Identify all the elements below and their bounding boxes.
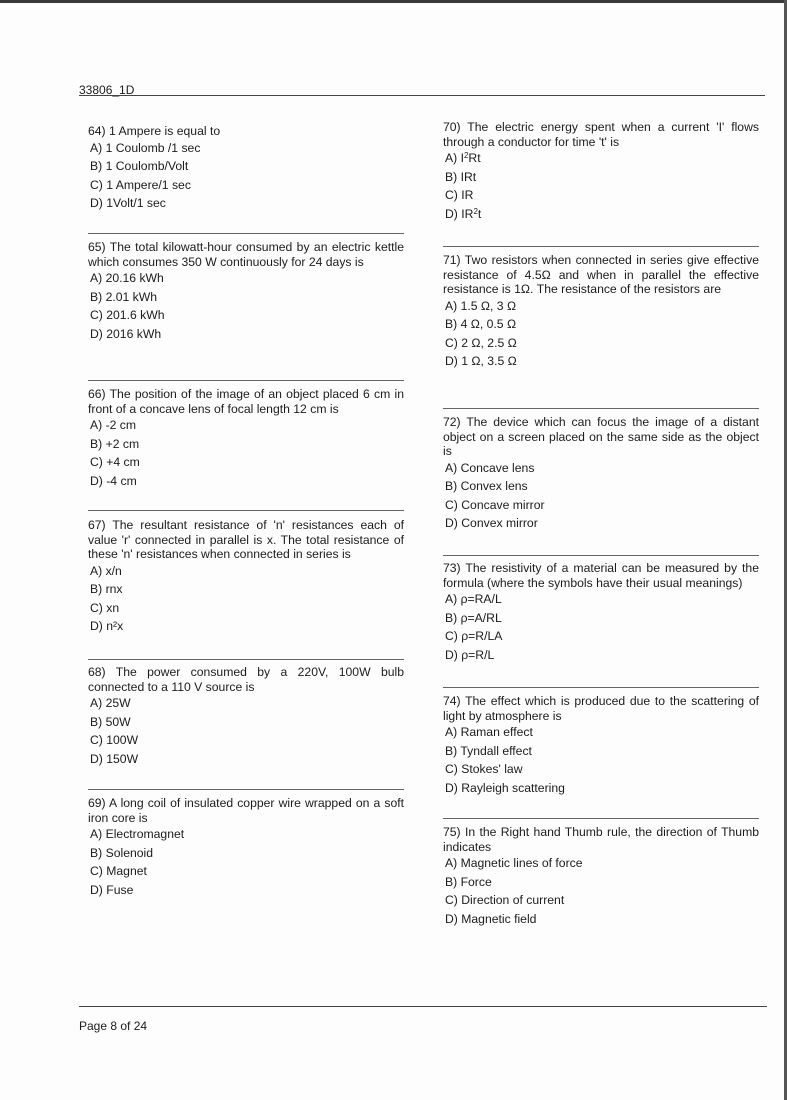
option-b: B) ρ=A/RL xyxy=(445,610,502,625)
option-c: C) xn xyxy=(90,600,120,615)
option-d: D) 2016 kWh xyxy=(90,326,162,341)
question-66 xyxy=(88,387,404,490)
scan-edge xyxy=(0,0,787,3)
option-a: A) 25W xyxy=(90,696,131,711)
question-divider xyxy=(88,659,404,660)
option-d: D) Rayleigh scattering xyxy=(445,780,565,795)
question-73 xyxy=(443,561,759,664)
option-b: B) 1 Coulomb/Volt xyxy=(90,159,189,174)
question-65 xyxy=(88,240,404,343)
question-stem: 67) The resultant resistance of 'n' resistances each of value 'r' connected in parallel is x. The total resistance of these 'n' resistances when connected in series is xyxy=(88,518,404,562)
question-divider xyxy=(443,555,759,556)
option-d: D) -4 cm xyxy=(90,473,137,488)
option-d: D) 1Volt/1 sec xyxy=(90,196,166,211)
question-divider xyxy=(443,818,759,819)
option-d: D) 1 Ω, 3.5 Ω xyxy=(445,354,517,369)
question-stem: 74) The effect which is produced due to the scattering of light by atmosphere is xyxy=(443,694,759,723)
question-70 xyxy=(443,120,759,223)
option-c: C) Magnet xyxy=(90,864,147,879)
question-divider xyxy=(88,789,404,790)
option-b: B) 4 Ω, 0.5 Ω xyxy=(445,317,517,332)
question-stem: 69) A long coil of insulated copper wire wrapped on a soft iron core is xyxy=(88,796,404,825)
option-a: A) 1.5 Ω, 3 Ω xyxy=(445,298,517,313)
footer-divider xyxy=(79,1006,767,1007)
option-b: B) 2.01 kWh xyxy=(90,289,158,304)
question-72 xyxy=(443,415,759,533)
option-a: A) Magnetic lines of force xyxy=(445,856,583,871)
option-a: A) x/n xyxy=(90,563,122,578)
option-a: A) Concave lens xyxy=(445,460,535,475)
option-d: D) ρ=R/L xyxy=(445,647,495,662)
question-stem: 68) The power consumed by a 220V, 100W bulb connected to a 110 V source is xyxy=(88,665,404,694)
question-stem: 71) Two resistors when connected in series give effective resistance of 4.5Ω and when in parallel the effective resistance is 1Ω. The resistance of the resistors are xyxy=(443,253,759,297)
question-64 xyxy=(88,124,404,213)
question-divider xyxy=(88,510,404,511)
question-75 xyxy=(443,825,759,928)
option-d: D) 150W xyxy=(90,751,139,766)
header-divider xyxy=(79,95,765,96)
question-71 xyxy=(443,253,759,371)
question-divider xyxy=(443,246,759,247)
option-b: B) IRt xyxy=(445,169,477,184)
option-a: A) $I^2Rt$ xyxy=(445,151,481,166)
question-stem: 65) The total kilowatt-hour consumed by an electric kettle which consumes 350 W continuously for 24 days is xyxy=(88,240,404,269)
option-a: A) 1 Coulomb /1 sec xyxy=(90,140,201,155)
question-stem: 75) In the Right hand Thumb rule, the direction of Thumb indicates xyxy=(443,825,759,854)
option-d: D) Convex mirror xyxy=(445,516,538,531)
page-number: Page 8 of 24 xyxy=(79,1019,148,1033)
question-74 xyxy=(443,694,759,797)
option-c: C) Stokes' law xyxy=(445,762,523,777)
option-c: C) 201.6 kWh xyxy=(90,308,165,323)
option-c: C) ρ=R/LA xyxy=(445,629,503,644)
paper-code: 33806_1D xyxy=(79,83,135,97)
option-a: A) Raman effect xyxy=(445,725,533,740)
option-c: C) IR xyxy=(445,188,474,203)
option-a: A) 20.16 kWh xyxy=(90,271,164,286)
option-b: B) Tyndall effect xyxy=(445,743,532,758)
option-d: D) $IR^2t$ xyxy=(445,206,482,221)
question-68 xyxy=(88,665,404,768)
question-stem: 72) The device which can focus the image of a distant object on a screen placed on the same side as the object is xyxy=(443,415,759,459)
option-c: C) 2 Ω, 2.5 Ω xyxy=(445,335,517,350)
question-stem: 64) 1 Ampere is equal to xyxy=(88,124,221,138)
question-stem: 66) The position of the image of an object placed 6 cm in front of a concave lens of focal length 12 cm is xyxy=(88,387,404,416)
question-stem: 73) The resistivity of a material can be measured by the formula (where the symbols have their usual meanings) xyxy=(443,561,759,590)
option-c: C) +4 cm xyxy=(90,455,140,470)
option-c: C) 1 Ampere/1 sec xyxy=(90,177,191,192)
option-b: B) Solenoid xyxy=(90,845,154,860)
question-69 xyxy=(88,796,404,899)
option-b: B) 50W xyxy=(90,714,131,729)
question-divider xyxy=(88,380,404,381)
option-c: C) Concave mirror xyxy=(445,497,545,512)
option-b: B) Convex lens xyxy=(445,479,528,494)
option-c: C) Direction of current xyxy=(445,893,565,908)
option-b: B) +2 cm xyxy=(90,436,140,451)
option-a: A) Electromagnet xyxy=(90,827,185,842)
option-b: B) rnx xyxy=(90,582,123,597)
option-c: C) 100W xyxy=(90,733,139,748)
question-divider xyxy=(88,233,404,234)
option-d: D) Fuse xyxy=(90,882,134,897)
question-divider xyxy=(443,687,759,688)
option-a: A) -2 cm xyxy=(90,418,137,433)
option-d: D) Magnetic field xyxy=(445,911,537,926)
question-67 xyxy=(88,518,404,636)
question-stem: 70) The electric energy spent when a current 'I' flows through a conductor for time 't' is xyxy=(443,120,759,149)
option-a: A) ρ=RA/L xyxy=(445,592,502,607)
question-divider xyxy=(443,408,759,409)
option-b: B) Force xyxy=(445,874,492,889)
option-d: D) n²x xyxy=(90,619,124,634)
